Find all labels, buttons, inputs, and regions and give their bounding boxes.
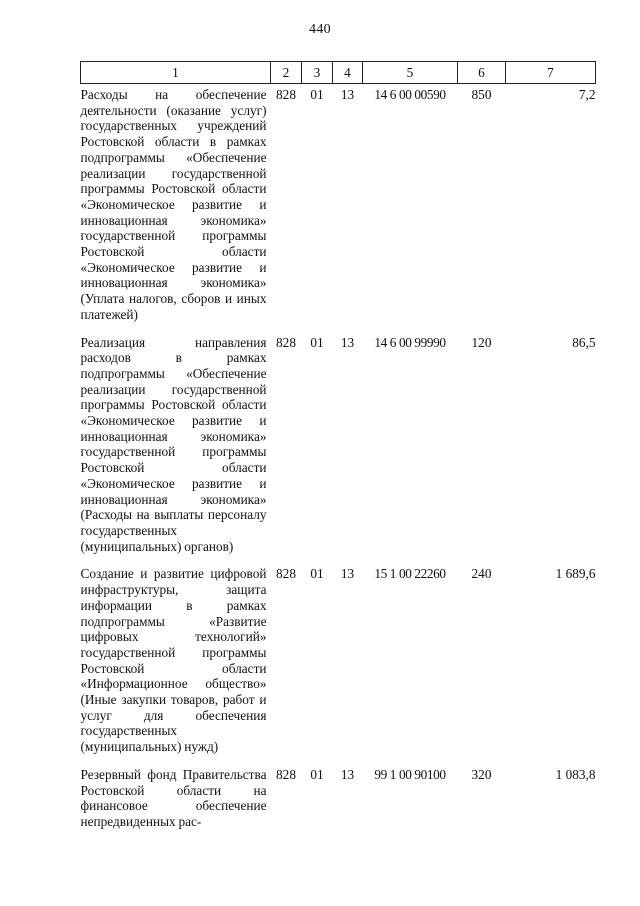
- header-col-4: 4: [333, 62, 363, 84]
- table-row: [81, 84, 596, 332]
- header-col-5: 5: [363, 62, 458, 84]
- row-target-article: 14 6 00 00590: [374, 87, 446, 102]
- row-expense-type: 240: [471, 566, 492, 582]
- row-ministry-code: 828: [276, 87, 296, 102]
- row-ministry-code: 828: [276, 566, 296, 582]
- row-expense-type: 850: [471, 87, 492, 102]
- header-col-7: 7: [506, 62, 596, 84]
- row-section-code: 01: [310, 87, 324, 102]
- row-target-article: 14 6 00 99990: [374, 334, 446, 350]
- row-amount: 86,5: [572, 334, 596, 350]
- row-target-article: 99 1 00 90100: [374, 766, 446, 782]
- table-body: [81, 84, 596, 839]
- row-description: Резервный фонд Правительства Ростовской области на финансовое обеспечение непредвиденных рас-: [80, 766, 267, 829]
- row-description: Реализация направления расходов в рамках подпрограммы «Обеспечение реализации государственной программы Ростовской области «Экономическое развитие и инновационная экономика» государственной программы Ростовской области «Экономическое развитие и инновационная экономика» (Расходы на выплаты персоналу государственных (муниципальных) органов): [80, 334, 267, 554]
- header-col-3: 3: [302, 62, 333, 84]
- row-section-code: 01: [310, 766, 324, 782]
- table-row: [81, 563, 596, 763]
- row-expense-type: 320: [471, 766, 492, 782]
- row-description: Создание и развитие цифровой инфраструктуры, защита информации в рамках подпрограммы «Развитие цифровых технологий» государственной программы Ростовской области «Информационное общество» (Иные закупки товаров, работ и услуг для обеспечения государственных (муниципальных) нужд): [80, 566, 267, 755]
- table-row: [81, 764, 596, 839]
- header-col-1: 1: [81, 62, 271, 84]
- row-expense-type: 120: [471, 334, 492, 350]
- row-ministry-code: 828: [276, 334, 296, 350]
- row-amount: 7,2: [578, 87, 596, 102]
- budget-table: [80, 61, 596, 839]
- row-subsection-code: 13: [340, 566, 355, 582]
- table-header: [81, 62, 596, 84]
- row-section-code: 01: [310, 566, 324, 582]
- row-ministry-code: 828: [276, 766, 296, 782]
- row-subsection-code: 13: [340, 87, 355, 102]
- row-subsection-code: 13: [340, 334, 355, 350]
- row-subsection-code: 13: [340, 766, 355, 782]
- table-row: [81, 332, 596, 564]
- row-amount: 1 083,8: [555, 766, 596, 782]
- row-description: Расходы на обеспечение деятельности (оказание услуг) государственных учреждений Ростовской области в рамках подпрограммы «Обеспечение реализации государственной программы Ростовской области «Экономическое развитие и инновационная экономика» государственной программы Ростовской области «Экономическое развитие и инновационная экономика» (Уплата налогов, сборов и иных платежей): [80, 87, 267, 322]
- row-section-code: 01: [310, 334, 324, 350]
- header-col-2: 2: [271, 62, 302, 84]
- header-row: [81, 62, 596, 84]
- page-number: 440: [309, 22, 331, 37]
- row-amount: 1 689,6: [555, 566, 596, 582]
- row-target-article: 15 1 00 22260: [374, 566, 446, 582]
- header-col-6: 6: [458, 62, 506, 84]
